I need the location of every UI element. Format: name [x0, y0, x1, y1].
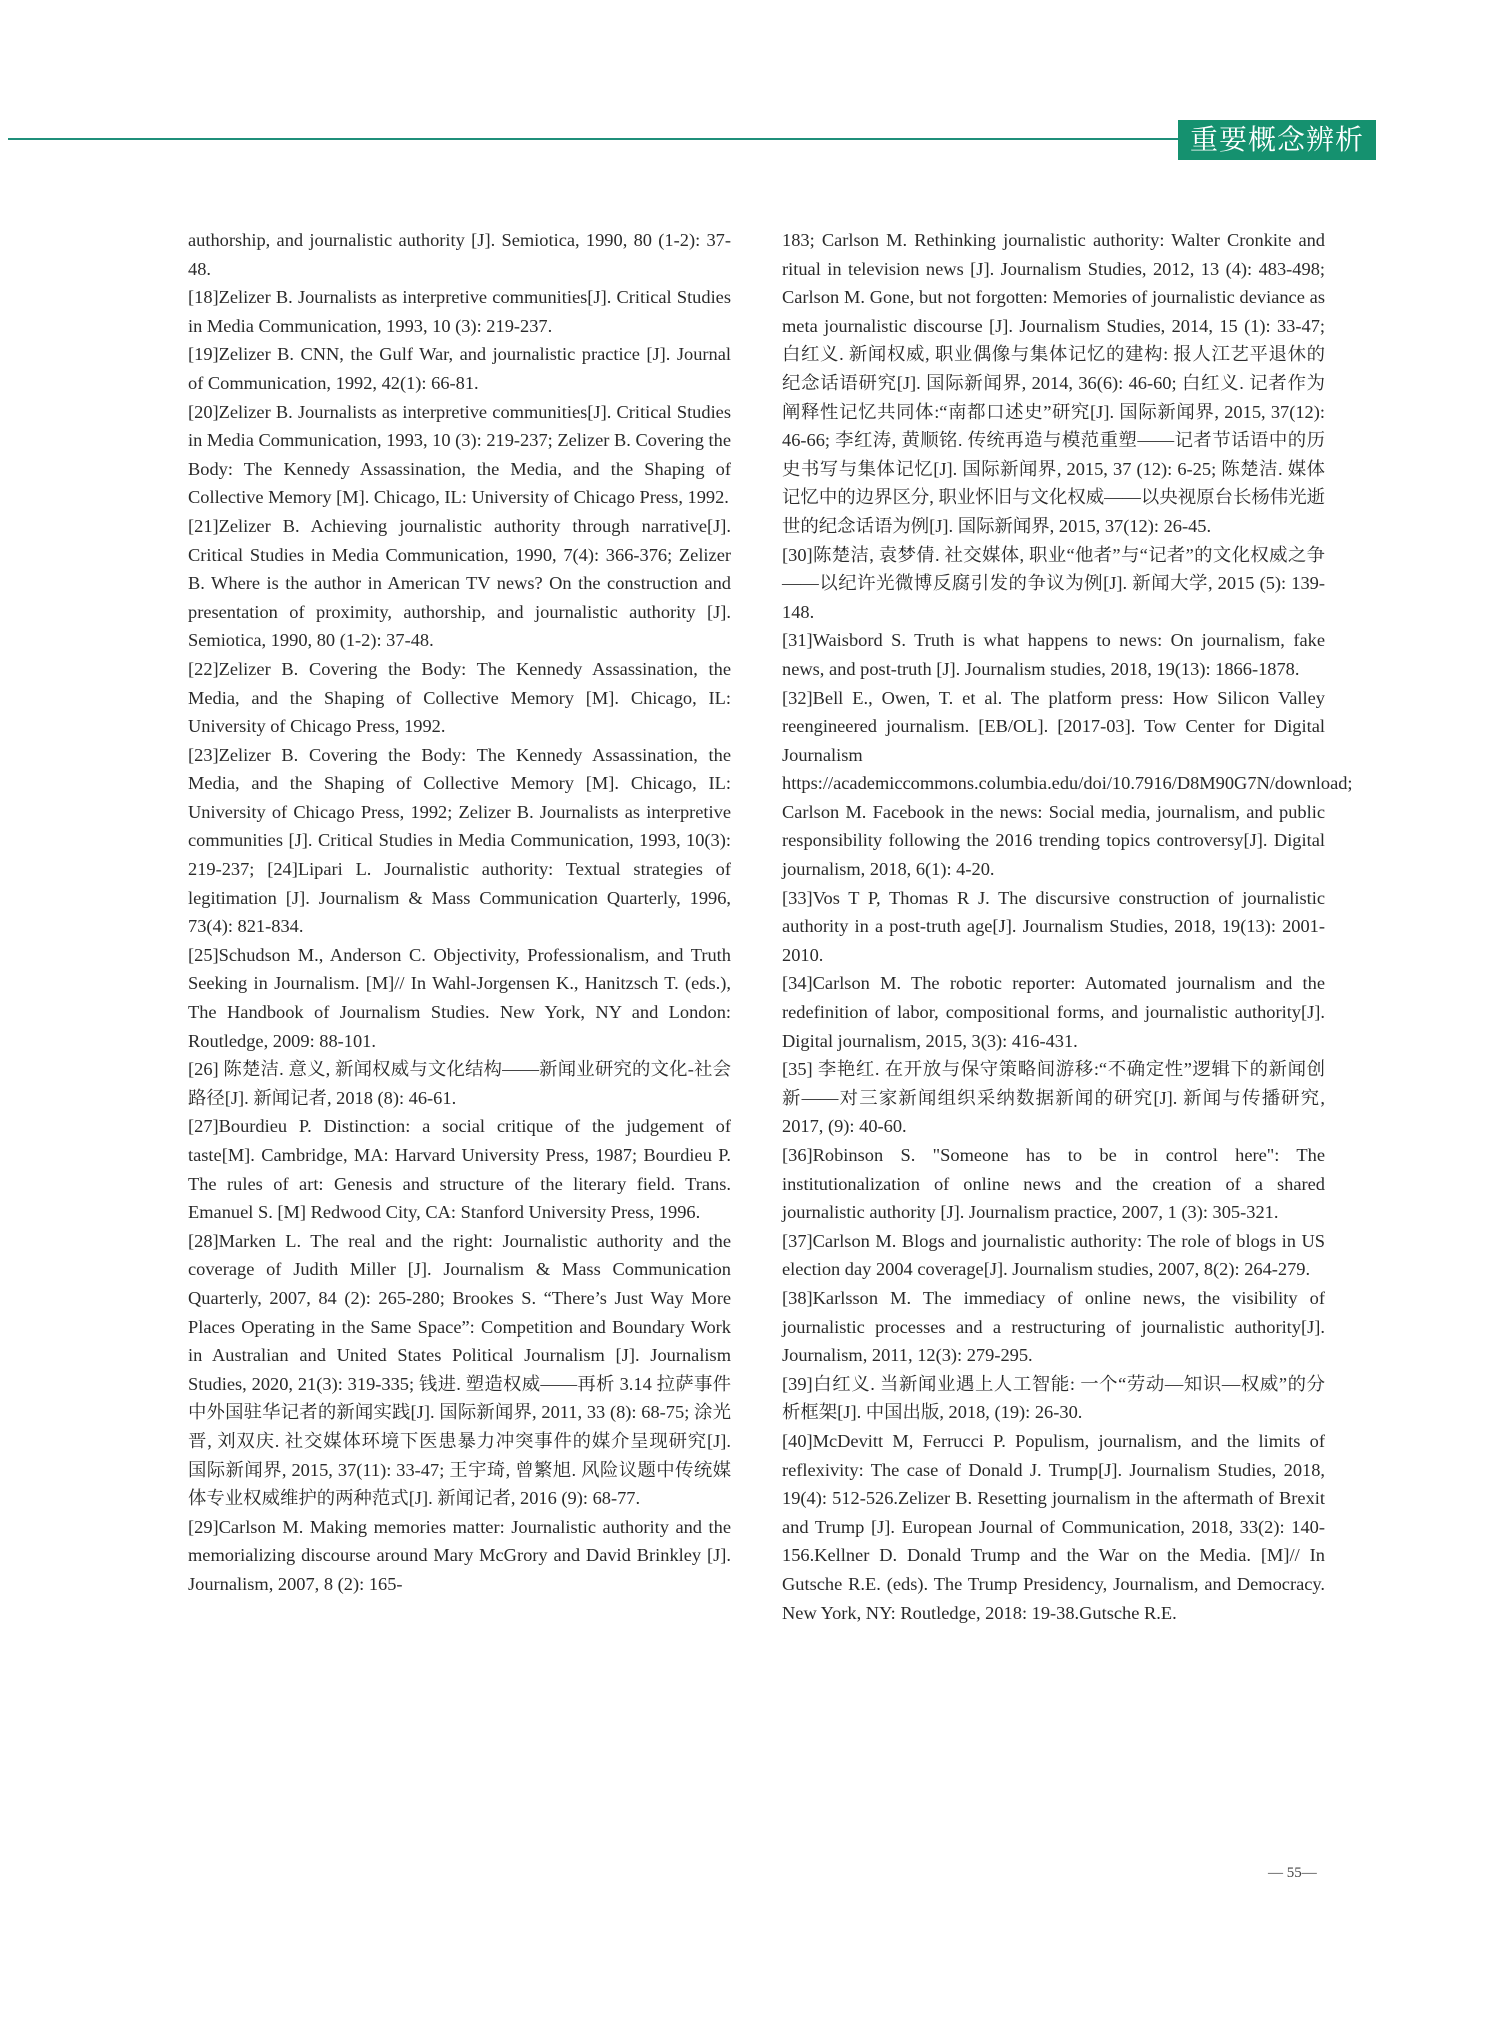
reference-entry: [40]McDevitt M, Ferrucci P. Populism, journalism, and the limits of reflexivity: The case of Donald J. Trump[J]. Journalism Studies, 2018, 19(4): 512-526.Zelizer B. Resetting journalism in the aftermath of Brexit and Trump [J]. European Journal of Communication, 2018, 33(2): 140-156.Kellner D. Donald Trump and the War on the Media. [M]// In Gutsche R.E. (eds). The Trump Presidency, Journalism, and Democracy. New York, NY: Routledge, 2018: 19-38.Gutsche R.E. [782, 1430, 1325, 1623]
reference-entry: [26] 陈楚洁. 意义, 新闻权威与文化结构——新闻业研究的文化-社会路径[J]. 新闻记者, 2018 (8): 46-61. [188, 1059, 731, 1108]
page-number: — 55— [1268, 1865, 1317, 1881]
reference-entry: [27]Bourdieu P. Distinction: a social critique of the judgement of taste[M]. Cambridge, MA: Harvard University Press, 1987; Bourdieu P. The rules of art: Genesis and structure of the literary field. Trans. Emanuel S. [M] Redwood City, CA: Stanford University Press, 1996. [188, 1116, 731, 1223]
reference-entry: [34]Carlson M. The robotic reporter: Automated journalism and the redefinition of labor, compositional forms, and journalistic authority[J]. Digital journalism, 2015, 3(3): 416-431. [782, 973, 1325, 1051]
reference-entry: [29]Carlson M. Making memories matter: Journalistic authority and the memorializing discourse around Mary McGrory and David Brinkley [J]. Journalism, 2007, 8 (2): 165- [188, 1516, 731, 1594]
reference-entry: [20]Zelizer B. Journalists as interpretive communities[J]. Critical Studies in Media Communication, 1993, 10 (3): 219-237; Zelizer B. Covering the Body: The Kennedy Assassination, the Media, and the Shaping of Collective Memory [M]. Chicago, IL: University of Chicago Press, 1992. [188, 401, 731, 508]
reference-entry: 183; Carlson M. Rethinking journalistic authority: Walter Cronkite and ritual in television news [J]. Journalism Studies, 2012, 13 (4): 483-498; Carlson M. Gone, but not forgotten: Memories of journalistic deviance as meta journalistic discourse [J]. Journalism Studies, 2014, 15 (1): 33-47; 白红义. 新闻权威, 职业偶像与集体记忆的建构: 报人江艺平退休的纪念话语研究[J]. 国际新闻界, 2014, 36(6): 46-60; 白红义. 记者作为阐释性记忆共同体:“南都口述史”研究[J]. 国际新闻界, 2015, 37(12): 46-66; 李红涛, 黄顺铭. 传统再造与模范重塑——记者节话语中的历史书写与集体记忆[J]. 国际新闻界, 2015, 37 (12): 6-25; 陈楚洁. 媒体记忆中的边界区分, 职业怀旧与文化权威——以央视原台长杨伟光逝世的纪念话语为例[J]. 国际新闻界, 2015, 37(12): 26-45. [782, 230, 1325, 536]
reference-entry: [32]Bell E., Owen, T. et al. The platform press: How Silicon Valley reengineered journalism. [EB/OL]. [2017-03]. Tow Center for Digital Journalism https://academiccommons.columbia.edu/doi/10.7916/D8M90G7N/download; Carlson M. Facebook in the news: Social media, journalism, and public responsibility following the 2016 trending topics controversy[J]. Digital journalism, 2018, 6(1): 4-20. [782, 687, 1353, 880]
reference-entry: [23]Zelizer B. Covering the Body: The Kennedy Assassination, the Media, and the Shaping of Collective Memory [M]. Chicago, IL: University of Chicago Press, 1992; Zelizer B. Journalists as interpretive communities [J]. Critical Studies in Media Communication, 1993, 10(3): 219-237; [24]Lipari L. Journalistic authority: Textual strategies of legitimation [J]. Journalism & Mass Communication Quarterly, 1996, 73(4): 821-834. [188, 744, 731, 937]
reference-entry: [33]Vos T P, Thomas R J. The discursive construction of journalistic authority in a post-truth age[J]. Journalism Studies, 2018, 19(13): 2001-2010. [782, 887, 1325, 965]
reference-entry: [21]Zelizer B. Achieving journalistic authority through narrative[J]. Critical Studies in Media Communication, 1990, 7(4): 366-376; Zelizer B. Where is the author in American TV news? On the construction and presentation of proximity, authorship, and journalistic authority [J]. Semiotica, 1990, 80 (1-2): 37-48. [188, 515, 731, 651]
header-rule [8, 138, 1188, 140]
reference-entry: [28]Marken L. The real and the right: Journalistic authority and the coverage of Judith Miller [J]. Journalism & Mass Communication Quarterly, 2007, 84 (2): 265-280; Brookes S. “There’s Just Way More Places Operating in the Same Space”: Competition and Boundary Work in Australian and United States Political Journalism [J]. Journalism Studies, 2020, 21(3): 319-335; 钱进. 塑造权威——再析 3.14 拉萨事件中外国驻华记者的新闻实践[J]. 国际新闻界, 2011, 33 (8): 68-75; 涂光晋, 刘双庆. 社交媒体环境下医患暴力冲突事件的媒介呈现研究[J]. 国际新闻界, 2015, 37(11): 33-47; 王宇琦, 曾繁旭. 风险议题中传统媒体专业权威维护的两种范式[J]. 新闻记者, 2016 (9): 68-77. [188, 1230, 731, 1509]
references-left-column [188, 226, 731, 1599]
reference-entry: [18]Zelizer B. Journalists as interpretive communities[J]. Critical Studies in Media Communication, 1993, 10 (3): 219-237. [188, 287, 731, 336]
reference-entry: [30]陈楚洁, 袁梦倩. 社交媒体, 职业“他者”与“记者”的文化权威之争——以纪许光微博反腐引发的争议为例[J]. 新闻大学, 2015 (5): 139-148. [782, 544, 1325, 622]
reference-entry: [31]Waisbord S. Truth is what happens to news: On journalism, fake news, and post-truth [J]. Journalism studies, 2018, 19(13): 1866-1878. [782, 630, 1325, 679]
reference-entry: [19]Zelizer B. CNN, the Gulf War, and journalistic practice [J]. Journal of Communication, 1992, 42(1): 66-81. [188, 344, 731, 393]
reference-entry: [38]Karlsson M. The immediacy of online news, the visibility of journalistic processes and a restructuring of journalistic authority[J]. Journalism, 2011, 12(3): 279-295. [782, 1287, 1325, 1366]
reference-entry: [39]白红义. 当新闻业遇上人工智能: 一个“劳动—知识—权威”的分析框架[J]. 中国出版, 2018, (19): 26-30. [782, 1373, 1325, 1423]
reference-entry: [37]Carlson M. Blogs and journalistic authority: The role of blogs in US election day 2004 coverage[J]. Journalism studies, 2007, 8(2): 264-279. [782, 1230, 1325, 1280]
section-title: 重要概念辨析 [1178, 120, 1376, 160]
references-right-column [782, 226, 1353, 1627]
reference-entry: authorship, and journalistic authority [J]. Semiotica, 1990, 80 (1-2): 37-48. [188, 230, 731, 279]
reference-entry: [35] 李艳红. 在开放与保守策略间游移:“不确定性”逻辑下的新闻创新——对三家新闻组织采纳数据新闻的研究[J]. 新闻与传播研究, 2017, (9): 40-60. [782, 1059, 1325, 1137]
reference-entry: [25]Schudson M., Anderson C. Objectivity, Professionalism, and Truth Seeking in Journalism. [M]// In Wahl-Jorgensen K., Hanitzsch T. (eds.), The Handbook of Journalism Studies. New York, NY and London: Routledge, 2009: 88-101. [188, 944, 731, 1051]
reference-entry: [22]Zelizer B. Covering the Body: The Kennedy Assassination, the Media, and the Shaping of Collective Memory [M]. Chicago, IL: University of Chicago Press, 1992. [188, 658, 731, 737]
reference-entry: [36]Robinson S. "Someone has to be in control here": The institutionalization of online news and the creation of a shared journalistic authority [J]. Journalism practice, 2007, 1 (3): 305-321. [782, 1145, 1325, 1223]
